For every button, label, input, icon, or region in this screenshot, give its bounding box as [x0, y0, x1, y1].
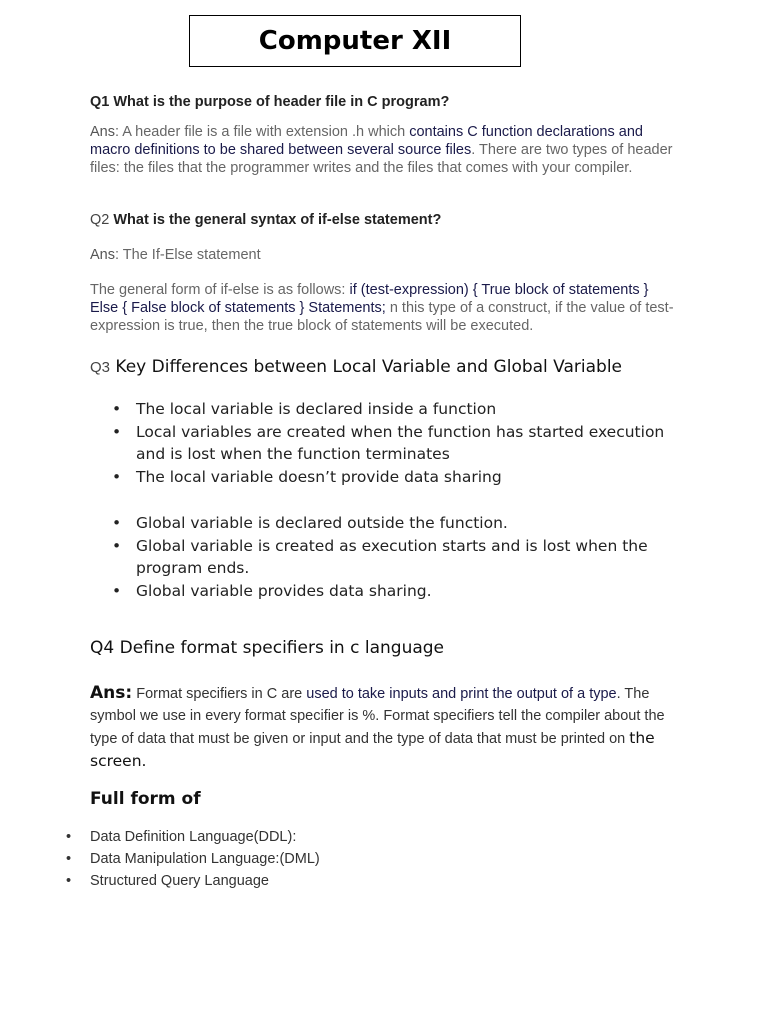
- q2-para-highlight: if (test-expression) { True block of statements } Else { False block of statements } Statements;: [90, 282, 649, 316]
- q4-ans-end: the screen.: [90, 729, 655, 770]
- page-title: Computer XII: [258, 26, 452, 56]
- q3-number: Q3: [90, 359, 111, 376]
- list-item: • Data Manipulation Language:(DML): [66, 848, 666, 870]
- q1-ans-intro: : A header file is a file with extension .h which: [115, 124, 410, 140]
- q4-ans-label: Ans:: [90, 683, 133, 703]
- q4-answer: [90, 682, 680, 773]
- q2-para-rest: n this type of a construct, if the value of test-expression is true, then the true block of statements will be executed.: [90, 300, 674, 334]
- list-item: • The local variable doesn’t provide data sharing: [90, 466, 690, 489]
- q2-question-text: What is the general syntax of if-else statement?: [113, 212, 442, 228]
- q4-ans-highlight: used to take inputs and print the output of a type: [306, 686, 617, 702]
- list-item: • Data Definition Language(DDL):: [66, 826, 666, 848]
- q3-heading-text: Key Differences between Local Variable and Global Variable: [115, 357, 623, 377]
- q1-ans-label: Ans: [90, 124, 115, 140]
- q1-answer: [90, 123, 680, 177]
- q2-answer: [90, 246, 680, 264]
- list-item: • Global variable is declared outside the function.: [90, 512, 690, 535]
- q4-ans-rest: . The symbol we use in every format specifier is %. Format specifiers tell the compiler about the type of data that must be given or input and the type of data that must be printed on: [90, 686, 665, 747]
- q1-ans-rest: . There are two types of header files: the files that the programmer writes and the files that comes with your compiler.: [90, 142, 673, 176]
- title-box: [189, 15, 521, 67]
- full-form-heading: Full form of: [90, 789, 201, 809]
- q2-ans-label: Ans: [90, 247, 115, 263]
- local-variable-list: [90, 398, 690, 488]
- q4-ans-intro: Format specifiers in C are: [132, 686, 307, 702]
- q1-ans-highlight: contains C function declarations and macro definitions to be shared between several source files: [90, 124, 643, 158]
- q1-question-text: What is the purpose of header file in C program?: [113, 94, 450, 110]
- q2-question: [90, 212, 680, 228]
- q3-heading: [90, 357, 680, 377]
- list-item: • Global variable is created as execution starts and is lost when the program ends.: [90, 535, 690, 580]
- list-item: • Local variables are created when the function has started execution and is lost when the function terminates: [90, 421, 690, 466]
- q2-ans-text: : The If-Else statement: [115, 247, 261, 263]
- q1-number: Q1: [90, 94, 110, 110]
- global-variable-list: [90, 512, 690, 602]
- q1-question: [90, 94, 680, 110]
- q2-para-intro: The general form of if-else is as follows:: [90, 282, 350, 298]
- list-item: • Global variable provides data sharing.: [90, 580, 690, 603]
- list-item: • The local variable is declared inside a function: [90, 398, 690, 421]
- full-form-list: [66, 826, 666, 892]
- q2-syntax-paragraph: [90, 281, 680, 335]
- list-item: • Structured Query Language: [66, 870, 666, 892]
- q4-heading: Q4 Define format specifiers in c language: [90, 638, 445, 658]
- q2-number: Q2: [90, 212, 110, 228]
